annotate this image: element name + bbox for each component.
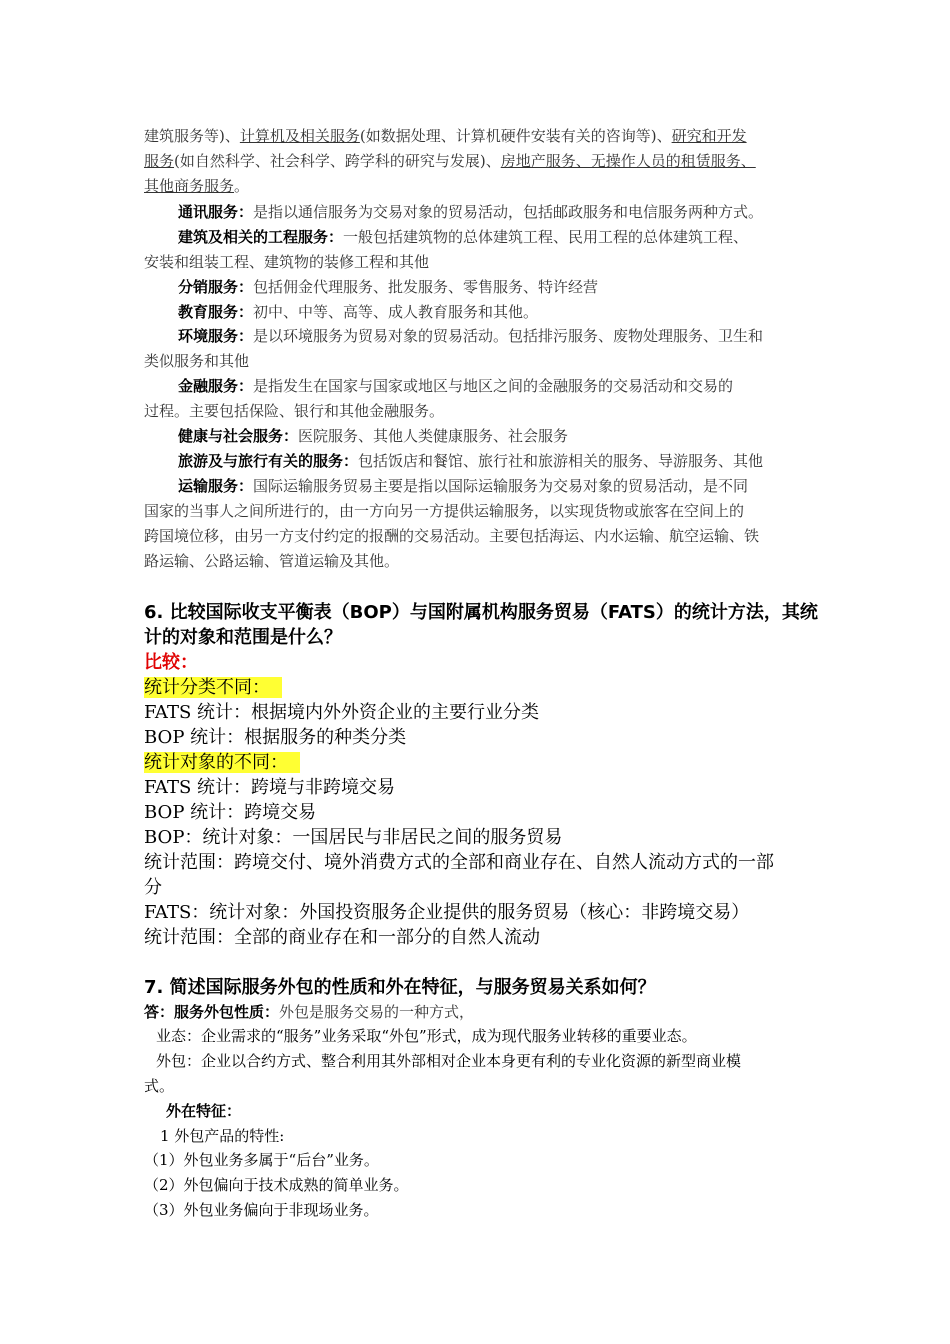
q7-line: 外包：企业以合约方式、整合利用其外部相对企业本身更有利的专业化资源的新型商业模 [156,1052,742,1070]
q7-line: （1）外包业务多属于“后台”业务。 [144,1151,379,1169]
q6-line: FATS 统计：跨境与非跨境交易 [144,777,395,798]
q7-answer [144,1000,474,1025]
service-term: 金融服务： [178,377,254,395]
q7-line: 1 外包产品的特性: [160,1127,285,1145]
q7-line: 业态：企业需求的“服务”业务采取“外包”形式，成为现代服务业转移的重要业态。 [156,1027,697,1045]
service-term: 通讯服务： [178,203,254,221]
features-heading: 外在特征： [166,1102,242,1120]
service-desc: 医院服务、其他人类健康服务、社会服务 [298,427,569,445]
top-line-3 [144,174,249,199]
service-desc: 国际运输服务贸易主要是指以国际运输服务为交易对象的贸易活动，是不同 [253,477,749,495]
service-desc-cont: 跨国境位移，由另一方支付约定的报酬的交易活动。主要包括海运、内水运输、航空运输、铁 [144,527,760,545]
service-term: 建筑及相关的工程服务： [178,228,344,246]
service-health [178,424,568,449]
service-environment [178,324,763,349]
service-term: 环境服务： [178,327,254,345]
text: 。 [234,177,250,195]
question-6-title-cont: 计的对象和范围是什么？ [144,627,342,648]
compare-heading: 比较： [144,652,198,673]
service-desc: 一般包括建筑物的总体建筑工程、民用工程的总体建筑工程、 [343,228,749,246]
q6-line: 统计范围：跨境交付、境外消费方式的全部和商业存在、自然人流动方式的一部 [144,852,774,873]
top-line-1 [144,124,747,149]
text: (如数据处理、计算机硬件安装有关的咨询等)、 [359,127,672,145]
service-desc: 包括佣金代理服务、批发服务、零售服务、特许经营 [253,278,599,296]
answer-term: 答：服务外包性质： [144,1003,280,1021]
service-transport [178,474,748,499]
service-desc: 是指发生在国家与国家或地区与地区之间的金融服务的交易活动和交易的 [253,377,734,395]
q6-line: 分 [144,877,162,898]
service-term: 分销服务： [178,278,254,296]
service-communication [178,200,763,225]
top-line-2 [144,149,756,174]
answer-desc: 外包是服务交易的一种方式， [279,1003,475,1021]
service-desc-cont: 国家的当事人之间所进行的，由一方向另一方提供运输服务，以实现货物或旅客在空间上的 [144,502,745,520]
q6-line: FATS 统计：根据境内外外资企业的主要行业分类 [144,702,539,723]
question-7-title: 7. 简述国际服务外包的性质和外在特征，与服务贸易关系如何？ [144,977,656,998]
service-desc-cont: 过程。主要包括保险、银行和其他金融服务。 [144,402,445,420]
text: 建筑服务等)、 [144,127,240,145]
service-term: 教育服务： [178,303,254,321]
service-term: 运输服务： [178,477,254,495]
service-desc-cont: 类似服务和其他 [144,352,250,370]
service-desc: 初中、中等、高等、成人教育服务和其他。 [253,303,539,321]
service-term: 健康与社会服务： [178,427,299,445]
highlighted-heading: 统计分类不同： [144,677,282,698]
service-desc-cont: 路运输、公路运输、管道运输及其他。 [144,552,400,570]
service-desc-cont: 安装和组装工程、建筑物的装修工程和其他 [144,253,430,271]
q7-line: （3）外包业务偏向于非现场业务。 [144,1201,379,1219]
service-desc: 包括饭店和餐馆、旅行社和旅游相关的服务、导游服务、其他 [358,452,764,470]
q7-line: 式。 [144,1077,175,1095]
service-desc: 是指以通信服务为交易对象的贸易活动，包括邮政服务和电信服务两种方式。 [253,203,764,221]
q6-line: FATS：统计对象：外国投资服务企业提供的服务贸易（核心：非跨境交易） [144,902,750,923]
service-tourism [178,449,763,474]
underlined-term: 服务 [144,152,175,170]
q6-line: BOP 统计：跨境交易 [144,802,317,823]
q7-line: （2）外包偏向于技术成熟的简单业务。 [144,1176,409,1194]
highlight-line [144,750,300,775]
service-education [178,300,538,325]
highlight-line [144,675,282,700]
service-finance [178,374,733,399]
underlined-term: 其他商务服务 [144,177,235,195]
underlined-term: 研究和开发 [671,127,747,145]
q6-line: BOP 统计：根据服务的种类分类 [144,727,407,748]
q6-line: 统计范围：全部的商业存在和一部分的自然人流动 [144,927,540,948]
question-6-title: 6. 比较国际收支平衡表（BOP）与国附属机构服务贸易（FATS）的统计方法，其统 [144,602,818,623]
service-desc: 是以环境服务为贸易对象的贸易活动。包括排污服务、废物处理服务、卫生和 [253,327,764,345]
highlighted-heading: 统计对象的不同： [144,752,300,773]
service-term: 旅游及与旅行有关的服务： [178,452,359,470]
underlined-term: 计算机及相关服务 [239,127,360,145]
service-construction [178,225,748,250]
service-distribution [178,275,598,300]
underlined-term: 房地产服务、无操作人员的租赁服务、 [500,152,756,170]
text: (如自然科学、社会科学、跨学科的研究与发展)、 [174,152,501,170]
q6-line: BOP：统计对象：一国居民与非居民之间的服务贸易 [144,827,563,848]
